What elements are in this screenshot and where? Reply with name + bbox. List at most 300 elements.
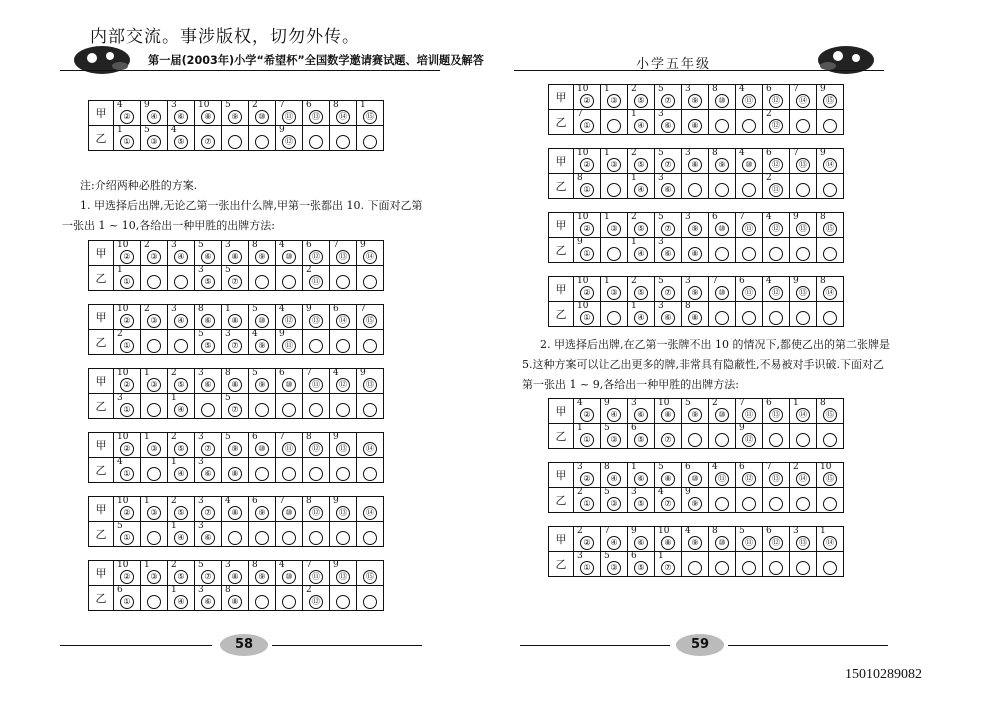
card-board bbox=[548, 148, 844, 199]
turn-order-circle bbox=[363, 135, 377, 149]
row-label-yi: 乙 bbox=[89, 394, 114, 419]
turn-order-circle bbox=[309, 467, 323, 481]
card-number: 3 bbox=[117, 393, 123, 403]
row-label-yi: 乙 bbox=[89, 586, 114, 611]
board-row-jia bbox=[549, 399, 844, 424]
turn-order-circle bbox=[823, 119, 837, 133]
card-number: 3 bbox=[658, 109, 664, 119]
board-row-jia bbox=[549, 213, 844, 238]
board-cell bbox=[168, 586, 195, 611]
turn-order-circle: ④ bbox=[174, 314, 188, 328]
board-cell bbox=[330, 394, 357, 419]
board-cell bbox=[330, 561, 357, 586]
board-cell bbox=[222, 586, 249, 611]
turn-order-circle bbox=[823, 561, 837, 575]
card-number: 6 bbox=[766, 148, 772, 158]
footer-rule-left bbox=[520, 645, 670, 646]
right-boards-2 bbox=[548, 398, 844, 590]
board-cell bbox=[222, 369, 249, 394]
turn-order-circle: ⑤ bbox=[174, 378, 188, 392]
row-label-jia: 甲 bbox=[89, 101, 114, 126]
card-number: 10 bbox=[117, 496, 129, 506]
turn-order-circle bbox=[363, 339, 377, 353]
card-number: 8 bbox=[712, 526, 718, 536]
card-number: 1 bbox=[631, 462, 637, 472]
card-number: 9 bbox=[279, 329, 285, 339]
turn-order-circle bbox=[688, 183, 702, 197]
board-cell bbox=[574, 213, 601, 238]
board-cell bbox=[574, 424, 601, 449]
card-number: 4 bbox=[739, 84, 745, 94]
turn-order-circle bbox=[147, 531, 161, 545]
card-number: 4 bbox=[279, 240, 285, 250]
board-cell bbox=[790, 149, 817, 174]
board-row-yi bbox=[549, 238, 844, 263]
board-cell bbox=[114, 586, 141, 611]
board-cell bbox=[574, 174, 601, 199]
board-cell bbox=[790, 213, 817, 238]
board-cell bbox=[303, 586, 330, 611]
turn-order-circle: ⑩ bbox=[255, 314, 269, 328]
board-cell bbox=[682, 238, 709, 263]
board-row-jia bbox=[89, 101, 384, 126]
board-cell bbox=[141, 458, 168, 483]
card-number: 3 bbox=[658, 237, 664, 247]
card-number: 3 bbox=[577, 462, 583, 472]
turn-order-circle: ⑧ bbox=[228, 467, 242, 481]
board-row-jia bbox=[89, 561, 384, 586]
card-number: 3 bbox=[685, 84, 691, 94]
card-number: 9 bbox=[360, 368, 366, 378]
card-number: 3 bbox=[685, 148, 691, 158]
board-cell bbox=[114, 458, 141, 483]
turn-order-circle: ⑩ bbox=[715, 408, 729, 422]
turn-order-circle bbox=[742, 247, 756, 261]
turn-order-circle bbox=[823, 433, 837, 447]
board-cell bbox=[736, 277, 763, 302]
turn-order-circle bbox=[715, 497, 729, 511]
card-number: 1 bbox=[144, 432, 150, 442]
turn-order-circle: ⑪ bbox=[282, 339, 296, 353]
turn-order-circle: ⑫ bbox=[282, 314, 296, 328]
board-cell bbox=[195, 522, 222, 547]
board-cell bbox=[763, 174, 790, 199]
turn-order-circle: ⑮ bbox=[823, 408, 837, 422]
turn-order-circle: ⑥ bbox=[201, 531, 215, 545]
board-cell bbox=[249, 330, 276, 355]
turn-order-circle: ⑧ bbox=[201, 110, 215, 124]
turn-order-circle: ① bbox=[580, 183, 594, 197]
turn-order-circle bbox=[255, 531, 269, 545]
board-cell bbox=[736, 527, 763, 552]
board-cell bbox=[817, 238, 844, 263]
card-number: 8 bbox=[577, 173, 583, 183]
board-cell bbox=[195, 458, 222, 483]
turn-order-circle: ④ bbox=[607, 472, 621, 486]
board-cell bbox=[276, 394, 303, 419]
board-cell bbox=[601, 277, 628, 302]
turn-order-circle: ⑩ bbox=[282, 506, 296, 520]
board-cell bbox=[790, 85, 817, 110]
card-number: 2 bbox=[631, 84, 637, 94]
card-number: 2 bbox=[766, 173, 772, 183]
card-board bbox=[548, 462, 844, 513]
turn-order-circle: ⑬ bbox=[363, 378, 377, 392]
card-number: 9 bbox=[820, 84, 826, 94]
card-number: 1 bbox=[577, 423, 583, 433]
turn-order-circle: ⑬ bbox=[769, 408, 783, 422]
board-cell bbox=[303, 522, 330, 547]
board-row-yi bbox=[549, 552, 844, 577]
board-cell bbox=[790, 238, 817, 263]
para1-line1: 1. 甲选择后出牌,无论乙第一张出什么牌,甲第一张都出 10. 下面对乙第 bbox=[80, 199, 423, 212]
turn-order-circle: ⑨ bbox=[688, 222, 702, 236]
board-cell bbox=[249, 369, 276, 394]
card-number: 3 bbox=[577, 551, 583, 561]
board-cell bbox=[763, 149, 790, 174]
turn-order-circle: ⑫ bbox=[336, 378, 350, 392]
card-board bbox=[548, 276, 844, 327]
page-number-left: 58 bbox=[220, 634, 268, 656]
card-number: 3 bbox=[198, 432, 204, 442]
turn-order-circle: ⑦ bbox=[661, 433, 675, 447]
board-cell bbox=[114, 305, 141, 330]
row-label-yi: 乙 bbox=[89, 330, 114, 355]
board-cell bbox=[682, 174, 709, 199]
turn-order-circle bbox=[309, 403, 323, 417]
board-cell bbox=[736, 85, 763, 110]
turn-order-circle: ⑨ bbox=[255, 250, 269, 264]
turn-order-circle bbox=[147, 403, 161, 417]
card-number: 9 bbox=[144, 100, 150, 110]
card-number: 4 bbox=[333, 368, 339, 378]
board-cell bbox=[574, 85, 601, 110]
turn-order-circle bbox=[282, 467, 296, 481]
card-number: 9 bbox=[577, 237, 583, 247]
turn-order-circle: ① bbox=[580, 497, 594, 511]
card-number: 8 bbox=[225, 585, 231, 595]
turn-order-circle bbox=[363, 403, 377, 417]
board-cell bbox=[168, 369, 195, 394]
board-cell bbox=[655, 488, 682, 513]
board-cell bbox=[330, 433, 357, 458]
board-cell bbox=[168, 126, 195, 151]
board-cell bbox=[574, 238, 601, 263]
decorative-blob-icon bbox=[70, 40, 134, 78]
card-number: 2 bbox=[306, 265, 312, 275]
card-number: 5 bbox=[198, 560, 204, 570]
board-row-jia bbox=[89, 433, 384, 458]
card-number: 1 bbox=[360, 100, 366, 110]
turn-order-circle bbox=[607, 183, 621, 197]
turn-order-circle: ⑪ bbox=[309, 275, 323, 289]
card-number: 1 bbox=[604, 84, 610, 94]
board-row-yi bbox=[89, 394, 384, 419]
turn-order-circle: ⑫ bbox=[769, 158, 783, 172]
turn-order-circle: ⑦ bbox=[661, 286, 675, 300]
card-number: 10 bbox=[117, 304, 129, 314]
board-cell bbox=[817, 527, 844, 552]
board-cell bbox=[790, 488, 817, 513]
board-cell bbox=[357, 497, 384, 522]
card-number: 4 bbox=[117, 457, 123, 467]
row-label-jia: 甲 bbox=[89, 369, 114, 394]
board-cell bbox=[601, 488, 628, 513]
turn-order-circle: ④ bbox=[174, 403, 188, 417]
card-number: 5 bbox=[658, 212, 664, 222]
board-cell bbox=[601, 302, 628, 327]
board-cell bbox=[222, 101, 249, 126]
turn-order-circle: ⑫ bbox=[769, 119, 783, 133]
turn-order-circle: ⑧ bbox=[688, 247, 702, 261]
turn-order-circle: ⑪ bbox=[309, 378, 323, 392]
turn-order-circle: ④ bbox=[174, 467, 188, 481]
board-cell bbox=[655, 399, 682, 424]
card-number: 5 bbox=[252, 304, 258, 314]
board-cell bbox=[357, 330, 384, 355]
turn-order-circle: ⑫ bbox=[309, 506, 323, 520]
board-row-jia bbox=[549, 277, 844, 302]
board-cell bbox=[222, 330, 249, 355]
card-number: 9 bbox=[820, 148, 826, 158]
card-number: 3 bbox=[198, 265, 204, 275]
card-number: 7 bbox=[306, 368, 312, 378]
turn-order-circle: ⑩ bbox=[255, 110, 269, 124]
row-label-jia: 甲 bbox=[89, 497, 114, 522]
row-label-yi: 乙 bbox=[89, 126, 114, 151]
turn-order-circle bbox=[336, 275, 350, 289]
turn-order-circle: ⑪ bbox=[742, 286, 756, 300]
board-cell bbox=[736, 552, 763, 577]
board-cell bbox=[330, 586, 357, 611]
turn-order-circle: ⑤ bbox=[634, 158, 648, 172]
board-cell bbox=[763, 463, 790, 488]
row-label-jia: 甲 bbox=[549, 149, 574, 174]
board-cell bbox=[249, 241, 276, 266]
turn-order-circle: ① bbox=[580, 119, 594, 133]
card-number: 3 bbox=[631, 398, 637, 408]
turn-order-circle: ⑩ bbox=[282, 570, 296, 584]
board-cell bbox=[330, 305, 357, 330]
turn-order-circle bbox=[336, 135, 350, 149]
board-cell bbox=[330, 101, 357, 126]
turn-order-circle bbox=[255, 467, 269, 481]
turn-order-circle: ⑥ bbox=[201, 467, 215, 481]
board-cell bbox=[357, 522, 384, 547]
card-number: 3 bbox=[171, 100, 177, 110]
turn-order-circle bbox=[769, 311, 783, 325]
turn-order-circle: ③ bbox=[607, 286, 621, 300]
turn-order-circle: ⑧ bbox=[228, 378, 242, 392]
board-cell bbox=[682, 424, 709, 449]
turn-order-circle bbox=[336, 467, 350, 481]
board-cell bbox=[357, 305, 384, 330]
turn-order-circle bbox=[336, 531, 350, 545]
turn-order-circle: ② bbox=[120, 570, 134, 584]
card-number: 6 bbox=[739, 462, 745, 472]
header-rule bbox=[60, 70, 440, 71]
card-number: 1 bbox=[631, 173, 637, 183]
board-cell bbox=[655, 302, 682, 327]
card-number: 6 bbox=[739, 276, 745, 286]
card-number: 3 bbox=[198, 457, 204, 467]
turn-order-circle bbox=[688, 433, 702, 447]
card-number: 8 bbox=[306, 496, 312, 506]
board-cell bbox=[709, 488, 736, 513]
board-cell bbox=[709, 174, 736, 199]
turn-order-circle: ① bbox=[580, 247, 594, 261]
card-number: 2 bbox=[171, 368, 177, 378]
board-cell bbox=[655, 527, 682, 552]
turn-order-circle: ④ bbox=[174, 250, 188, 264]
turn-order-circle: ⑪ bbox=[742, 408, 756, 422]
watermark-text: 内部交流。事涉版权，切勿外传。 bbox=[90, 27, 360, 47]
turn-order-circle: ⑧ bbox=[228, 570, 242, 584]
header-rule bbox=[514, 70, 884, 71]
board-cell bbox=[763, 213, 790, 238]
card-number: 9 bbox=[793, 212, 799, 222]
board-cell bbox=[222, 522, 249, 547]
card-number: 8 bbox=[306, 432, 312, 442]
card-board bbox=[88, 496, 384, 547]
board-cell bbox=[763, 277, 790, 302]
card-number: 6 bbox=[685, 462, 691, 472]
board-cell bbox=[763, 85, 790, 110]
card-number: 5 bbox=[604, 551, 610, 561]
card-number: 5 bbox=[198, 240, 204, 250]
board-cell bbox=[790, 277, 817, 302]
turn-order-circle: ⑧ bbox=[661, 408, 675, 422]
board-cell bbox=[574, 527, 601, 552]
turn-order-circle: ⑬ bbox=[796, 286, 810, 300]
turn-order-circle: ⑪ bbox=[769, 183, 783, 197]
turn-order-circle: ③ bbox=[147, 250, 161, 264]
board-cell bbox=[709, 527, 736, 552]
card-number: 8 bbox=[712, 84, 718, 94]
card-number: 5 bbox=[658, 148, 664, 158]
row-label-yi: 乙 bbox=[549, 302, 574, 327]
turn-order-circle: ① bbox=[120, 595, 134, 609]
card-number: 9 bbox=[279, 125, 285, 135]
card-number: 7 bbox=[604, 526, 610, 536]
card-number: 1 bbox=[225, 304, 231, 314]
turn-order-circle bbox=[742, 561, 756, 575]
card-number: 5 bbox=[739, 526, 745, 536]
card-number: 8 bbox=[198, 304, 204, 314]
board-cell bbox=[141, 433, 168, 458]
card-number: 10 bbox=[820, 462, 832, 472]
turn-order-circle bbox=[823, 183, 837, 197]
turn-order-circle: ④ bbox=[607, 536, 621, 550]
card-number: 7 bbox=[279, 100, 285, 110]
card-number: 4 bbox=[577, 398, 583, 408]
board-cell bbox=[601, 110, 628, 135]
board-cell bbox=[817, 488, 844, 513]
board-cell bbox=[114, 433, 141, 458]
board-cell bbox=[709, 110, 736, 135]
turn-order-circle: ⑨ bbox=[255, 570, 269, 584]
card-number: 6 bbox=[712, 212, 718, 222]
board-cell bbox=[763, 488, 790, 513]
turn-order-circle: ⑨ bbox=[715, 158, 729, 172]
board-cell bbox=[628, 399, 655, 424]
board-row-jia bbox=[549, 85, 844, 110]
board-cell bbox=[817, 302, 844, 327]
turn-order-circle: ② bbox=[580, 286, 594, 300]
board-cell bbox=[276, 561, 303, 586]
card-number: 5 bbox=[252, 368, 258, 378]
turn-order-circle: ⑥ bbox=[201, 250, 215, 264]
card-number: 9 bbox=[631, 526, 637, 536]
board-cell bbox=[817, 149, 844, 174]
turn-order-circle bbox=[255, 403, 269, 417]
turn-order-circle: ⑤ bbox=[634, 561, 648, 575]
turn-order-circle: ③ bbox=[607, 158, 621, 172]
turn-order-circle: ⑫ bbox=[309, 595, 323, 609]
board-cell bbox=[817, 552, 844, 577]
board-cell bbox=[736, 149, 763, 174]
turn-order-circle bbox=[769, 433, 783, 447]
turn-order-circle: ⑨ bbox=[688, 94, 702, 108]
right-page bbox=[500, 0, 1000, 707]
board-cell bbox=[114, 266, 141, 291]
board-cell bbox=[195, 101, 222, 126]
board-cell bbox=[114, 101, 141, 126]
turn-order-circle bbox=[607, 247, 621, 261]
turn-order-circle bbox=[796, 119, 810, 133]
card-number: 8 bbox=[604, 462, 610, 472]
card-number: 6 bbox=[766, 84, 772, 94]
turn-order-circle: ③ bbox=[607, 561, 621, 575]
card-number: 6 bbox=[631, 551, 637, 561]
turn-order-circle: ④ bbox=[634, 311, 648, 325]
turn-order-circle bbox=[796, 433, 810, 447]
turn-order-circle: ⑤ bbox=[634, 433, 648, 447]
card-number: 1 bbox=[604, 276, 610, 286]
board-cell bbox=[168, 458, 195, 483]
para2-line1: 2. 甲选择后出牌,在乙第一张牌不出 10 的情况下,都使乙出的第二张牌是 bbox=[540, 338, 890, 351]
turn-order-circle: ⑫ bbox=[309, 250, 323, 264]
para2-line2: 5.这种方案可以让乙出更多的牌,非常具有隐蔽性,不易被对手识破.下面对乙 bbox=[522, 358, 884, 371]
board-cell bbox=[357, 561, 384, 586]
turn-order-circle: ⑬ bbox=[336, 506, 350, 520]
card-number: 5 bbox=[658, 276, 664, 286]
board-cell bbox=[357, 126, 384, 151]
board-cell bbox=[357, 241, 384, 266]
turn-order-circle: ⑧ bbox=[661, 472, 675, 486]
board-cell bbox=[709, 149, 736, 174]
turn-order-circle: ① bbox=[120, 531, 134, 545]
turn-order-circle: ⑦ bbox=[201, 135, 215, 149]
card-number: 1 bbox=[604, 148, 610, 158]
card-number: 2 bbox=[631, 212, 637, 222]
card-number: 1 bbox=[604, 212, 610, 222]
board-cell bbox=[303, 394, 330, 419]
turn-order-circle bbox=[363, 595, 377, 609]
board-cell bbox=[628, 110, 655, 135]
board-cell bbox=[655, 238, 682, 263]
board-cell bbox=[655, 85, 682, 110]
turn-order-circle: ⑦ bbox=[201, 570, 215, 584]
card-board bbox=[88, 560, 384, 611]
row-label-jia: 甲 bbox=[89, 305, 114, 330]
turn-order-circle: ③ bbox=[147, 314, 161, 328]
turn-order-circle: ① bbox=[580, 311, 594, 325]
card-number: 2 bbox=[712, 398, 718, 408]
turn-order-circle: ① bbox=[120, 275, 134, 289]
board-cell bbox=[628, 174, 655, 199]
para1-line2: 一张出 1 ~ 10,各给出一种甲胜的出牌方法: bbox=[62, 219, 275, 232]
